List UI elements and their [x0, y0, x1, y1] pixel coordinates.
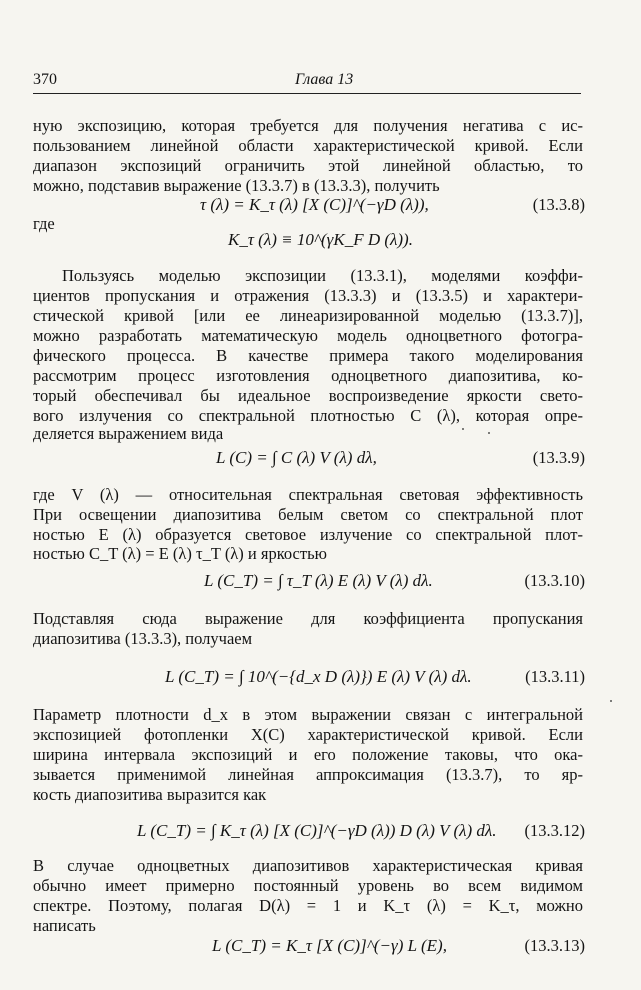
equation-13-3-9: L (C) = ∫ C (λ) V (λ) dλ, [216, 448, 377, 467]
text-line: зывается применимой линейная аппроксимация (13.3.7), то яр- [33, 765, 583, 784]
text-line: диапозитива (13.3.3), получаем [33, 629, 253, 648]
equation-k-tau: K_τ (λ) ≡ 10^(γK_F D (λ)). [228, 230, 413, 249]
text-line: Подставляя сюда выражение для коэффициента пропускания [33, 609, 583, 628]
text-line: экспозицией фотопленки X(C) характеристической кривой. Если [33, 725, 583, 744]
equation-number: (13.3.8) [532, 195, 585, 214]
equation-13-3-10: L (C_T) = ∫ τ_T (λ) E (λ) V (λ) dλ. [204, 571, 433, 590]
text-line: торый обеспечивал бы идеальное воспроизведение яркости свето- [33, 386, 583, 405]
scan-speck [488, 432, 490, 434]
text-line: В случае одноцветных диапозитивов характеристическая кривая [33, 856, 583, 875]
text-line: рассмотрим процесс изготовления одноцветного диапозитива, ко- [33, 366, 583, 385]
text-line: циентов пропускания и отражения (13.3.3) и (13.3.5) и характери- [33, 286, 583, 305]
text-line: обычно имеет примерно постоянный уровень во всем видимом [33, 876, 583, 895]
text-line: ширина интервала экспозиций и его положение таковы, что ока- [33, 745, 583, 764]
text-line: написать [33, 916, 96, 935]
equation-number: (13.3.13) [524, 936, 585, 955]
text-line: деляется выражением вида [33, 424, 224, 443]
text-line: где V (λ) — относительная спектральная световая эффективность [33, 485, 583, 504]
where-label: где [33, 214, 55, 233]
text-line: При освещении диапозитива белым светом со спектральной плот [33, 505, 583, 524]
page-number: 370 [33, 71, 57, 88]
text-line: Параметр плотности d_x в этом выражении связан с интегральной [33, 705, 583, 724]
equation-number: (13.3.9) [532, 448, 585, 467]
text-line: диапазон экспозиций ограничить этой линейной областью, то [33, 156, 583, 175]
chapter-title: Глава 13 [295, 71, 354, 88]
equation-13-3-13: L (C_T) = K_τ [X (C)]^(−γ) L (E), [212, 936, 447, 955]
text-line: Пользуясь моделью экспозиции (13.3.1), моделями коэффи- [62, 266, 583, 285]
text-line: можно разработать математическую модель одноцветного фотогра- [33, 326, 583, 345]
text-line: пользованием линейной области характеристической кривой. Если [33, 136, 583, 155]
text-line: стической кривой [или ее линеаризированной моделью (13.3.7)], [33, 306, 583, 325]
equation-13-3-12: L (C_T) = ∫ K_τ (λ) [X (C)]^(−γD (λ)) D (λ) V (λ) dλ. [137, 821, 497, 840]
text-line: ную экспозицию, которая требуется для получения негатива с ис- [33, 116, 583, 135]
scan-speck [462, 428, 464, 430]
scan-speck [610, 700, 612, 702]
equation-13-3-8: τ (λ) = K_τ (λ) [X (C)]^(−γD (λ)), [200, 195, 429, 214]
equation-number: (13.3.11) [525, 667, 585, 686]
text-line: ностью E (λ) образуется световое излучение со спектральной плот- [33, 525, 583, 544]
equation-number: (13.3.10) [524, 571, 585, 590]
page-header [33, 71, 581, 94]
equation-number: (13.3.12) [524, 821, 585, 840]
text-line: ностью C_T (λ) = E (λ) τ_T (λ) и яркостью [33, 544, 327, 563]
text-line: можно, подставив выражение (13.3.7) в (13.3.3), получить [33, 176, 440, 195]
equation-13-3-11: L (C_T) = ∫ 10^(−{d_x D (λ)}) E (λ) V (λ) dλ. [165, 667, 472, 686]
text-line: вого излучения со спектральной плотностью C (λ), которая опре- [33, 406, 583, 425]
text-line: кость диапозитива выразится как [33, 785, 267, 804]
text-line: спектре. Поэтому, полагая D(λ) = 1 и K_τ (λ) = K_τ, можно [33, 896, 583, 915]
text-line: фического процесса. В качестве примера такого моделирования [33, 346, 583, 365]
